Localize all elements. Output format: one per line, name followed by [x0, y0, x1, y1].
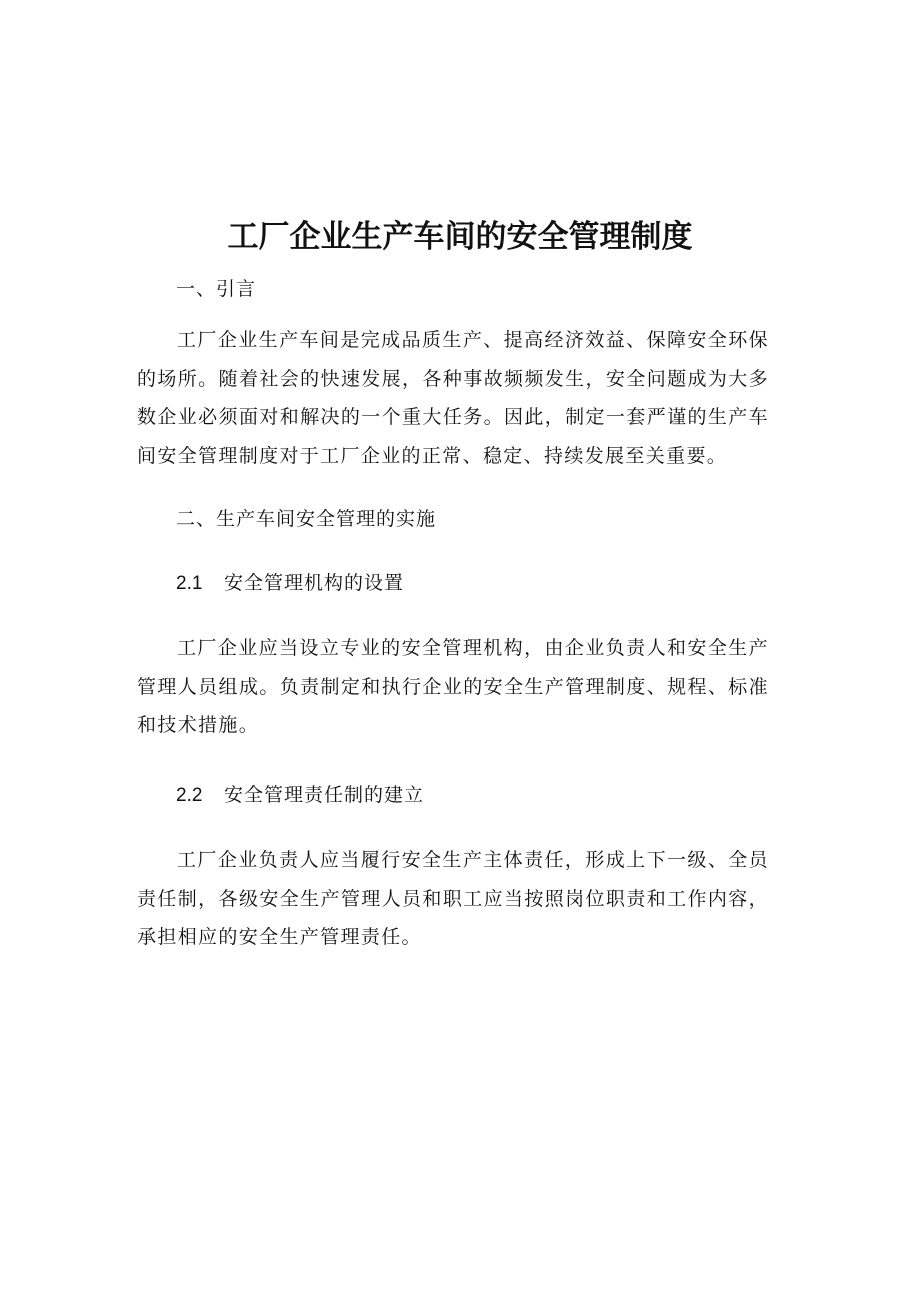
- document-title: 工厂企业生产车间的安全管理制度: [227, 219, 693, 255]
- subsection-title-2-2: 安全管理责任制的建立: [224, 784, 425, 806]
- subsection-heading-2-1: [176, 569, 404, 598]
- subsection-number-2-1: 2.1: [176, 573, 203, 594]
- paragraph-2-1: 工厂企业应当设立专业的安全管理机构，由企业负责人和安全生产管理人员组成。负责制定和执行企业的安全生产管理制度、规程、标准和技术措施。: [137, 637, 769, 736]
- subsection-title-2-1: 安全管理机构的设置: [224, 572, 405, 594]
- paragraph-2-2: 工厂企业负责人应当履行安全生产主体责任，形成上下一级、全员责任制，各级安全生产管理人员和职工应当按照岗位职责和工作内容，承担相应的安全生产管理责任。: [137, 849, 769, 948]
- section-heading-introduction: 一、引言: [176, 278, 257, 300]
- subsection-number-2-2: 2.2: [176, 785, 203, 806]
- paragraph-introduction: 工厂企业生产车间是完成品质生产、提高经济效益、保障安全环保的场所。随着社会的快速发展，各种事故频频发生，安全问题成为大多数企业必须面对和解决的一个重大任务。因此，制定一套严谨的生产车间安全管理制度对于工厂企业的正常、稳定、持续发展至关重要。: [137, 329, 769, 467]
- section-heading-implementation: 二、生产车间安全管理的实施: [176, 508, 437, 530]
- subsection-heading-2-2: [176, 781, 424, 810]
